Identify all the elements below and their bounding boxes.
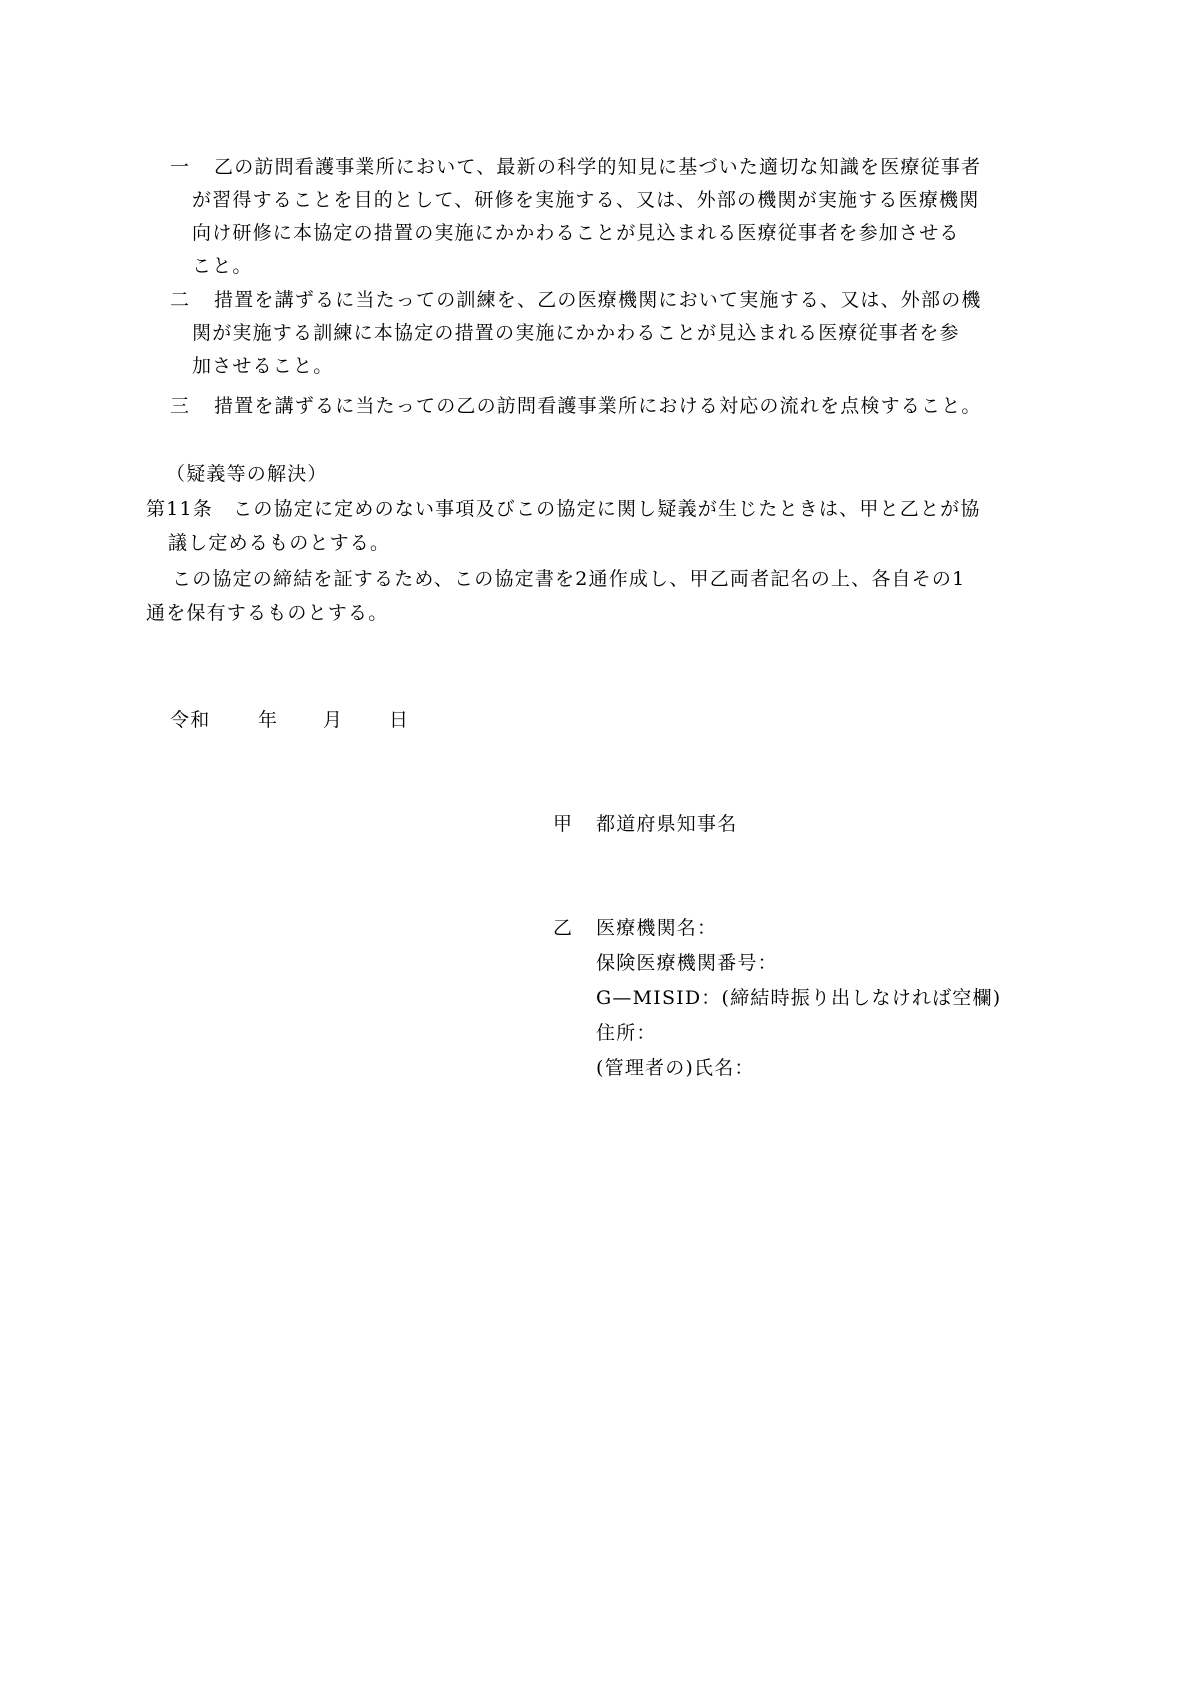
party-b-label: 乙 [553,917,574,939]
item-3-line-1: 措置を講ずるに当たっての乙の訪問看護事業所における対応の流れを点検すること。 [214,395,982,417]
item-3-number: 三 [170,395,191,417]
item-1-line-3: 向け研修に本協定の措置の実施にかかわることが見込まれる医療従事者を参加させる [192,222,960,244]
item-2-line-3: 加させること。 [192,355,334,377]
date-era: 令和 [170,709,211,731]
party-b-insurance-number: 保険医療機関番号： [596,952,778,974]
closing-line-1: この協定の締結を証するため、この協定書を2通作成し、甲乙両者記名の上、各自その1 [172,568,966,590]
item-2-line-2: 関が実施する訓練に本協定の措置の実施にかかわることが見込まれる医療従事者を参 [192,322,960,344]
party-a-label: 甲 [553,813,574,835]
date-day: 日 [389,709,410,731]
party-b-address: 住所： [596,1022,657,1044]
date-month: 月 [323,709,344,731]
date-year: 年 [258,709,279,731]
item-2-line-1: 措置を講ずるに当たっての訓練を、乙の医療機関において実施する、又は、外部の機 [214,289,982,311]
item-1-line-2: が習得することを目的として、研修を実施する、又は、外部の機関が実施する医療機関 [192,189,980,211]
item-1-line-1: 乙の訪問看護事業所において、最新の科学的知見に基づいた適切な知識を医療従事者 [214,156,982,178]
item-2-number: 二 [170,289,191,311]
item-1-line-4: こと。 [192,255,253,277]
party-b-institution-name: 医療機関名： [596,917,718,939]
closing-line-2: 通を保有するものとする。 [146,602,389,624]
party-b-manager-name: (管理者の)氏名： [596,1057,755,1079]
article-11-line-2: 議し定めるものとする。 [168,532,391,554]
party-b-gmis-id: G—MISID：(締結時振り出しなければ空欄) [596,987,1002,1009]
article-11-caption: （疑義等の解決） [166,463,328,485]
item-1-number: 一 [170,156,191,178]
party-a-name: 都道府県知事名 [596,813,738,835]
article-11-line-1: 第11条 この協定に定めのない事項及びこの協定に関し疑義が生じたときは、甲と乙とが協 [146,498,981,520]
